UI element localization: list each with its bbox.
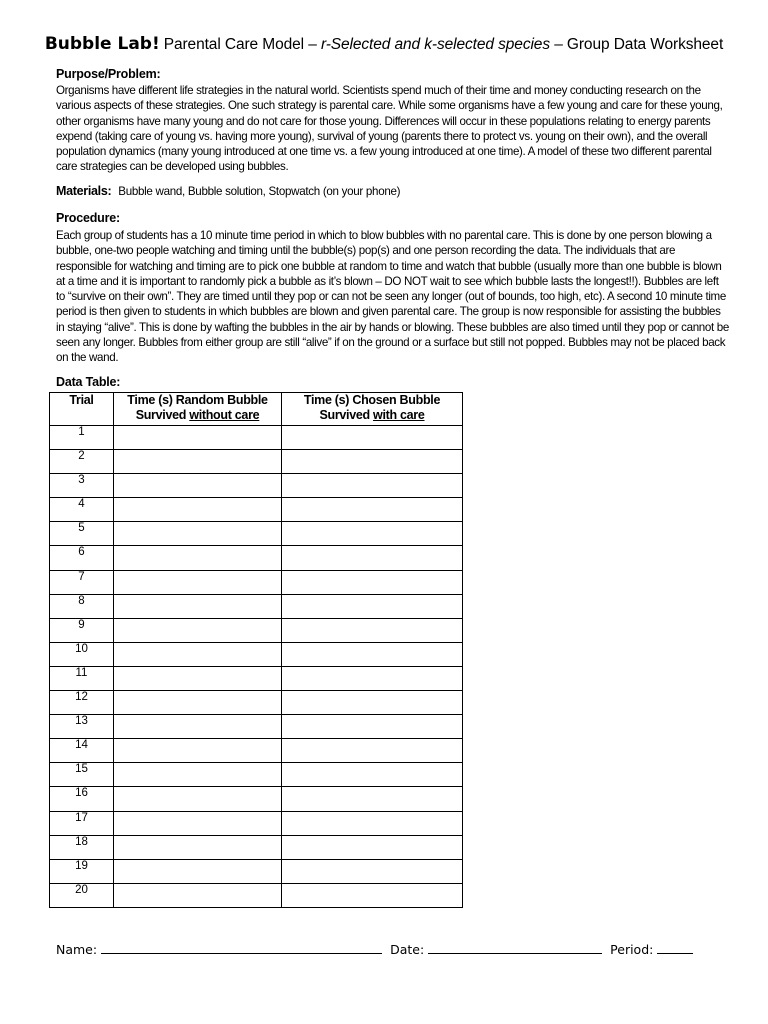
with-care-cell[interactable] bbox=[282, 883, 463, 907]
data-table bbox=[49, 392, 463, 908]
trial-number: 10 bbox=[50, 642, 114, 666]
without-care-cell[interactable] bbox=[114, 474, 282, 498]
materials-section bbox=[56, 184, 400, 198]
table-row bbox=[50, 570, 463, 594]
table-row bbox=[50, 691, 463, 715]
table-row bbox=[50, 426, 463, 450]
col-a-line1: Time (s) Random Bubble bbox=[127, 393, 268, 407]
with-care-cell[interactable] bbox=[282, 811, 463, 835]
without-care-cell[interactable] bbox=[114, 450, 282, 474]
without-care-cell[interactable] bbox=[114, 522, 282, 546]
date-field[interactable] bbox=[428, 940, 602, 954]
name-label: Name: bbox=[56, 942, 98, 957]
title-brand: Bubble Lab! bbox=[44, 34, 160, 54]
without-care-cell[interactable] bbox=[114, 594, 282, 618]
without-care-cell[interactable] bbox=[114, 739, 282, 763]
with-care-cell[interactable] bbox=[282, 546, 463, 570]
with-care-cell[interactable] bbox=[282, 570, 463, 594]
table-row bbox=[50, 594, 463, 618]
table-row bbox=[50, 715, 463, 739]
with-care-cell[interactable] bbox=[282, 594, 463, 618]
col-header-with-care bbox=[282, 393, 463, 426]
with-care-cell[interactable] bbox=[282, 787, 463, 811]
trial-number: 15 bbox=[50, 763, 114, 787]
trial-number: 11 bbox=[50, 666, 114, 690]
table-row bbox=[50, 474, 463, 498]
trial-number: 8 bbox=[50, 594, 114, 618]
with-care-cell[interactable] bbox=[282, 642, 463, 666]
without-care-cell[interactable] bbox=[114, 546, 282, 570]
table-body bbox=[50, 426, 463, 908]
col-b-line2-pre: Survived bbox=[319, 408, 374, 422]
date-label: Date: bbox=[390, 942, 425, 957]
without-care-cell[interactable] bbox=[114, 642, 282, 666]
table-row bbox=[50, 883, 463, 907]
name-field[interactable] bbox=[101, 940, 382, 954]
table-row bbox=[50, 642, 463, 666]
without-care-cell[interactable] bbox=[114, 835, 282, 859]
trial-number: 3 bbox=[50, 474, 114, 498]
subtitle-part2: – Group Data Worksheet bbox=[549, 36, 724, 53]
procedure-text: Each group of students has a 10 minute time period in which to blow bubbles with no parental care. This is done by one person blowing a bubble, one-two people watching and timing until the bubble(s) pop(s) and one person recording the data. The individuals that are responsible for watching and timing are to pick one bubble at random to time and watch that bubble (usually more than one bubble is blown at a time and it is important to randomly pick a bubble as it’s blown – DO NOT wait to see which bubble lasts the longest!!). Bubbles are left to “survive on their own”. They are timed until they pop or can not be seen any longer (out of bounds, too high, etc). A second 10 minute time period is then given to students in which bubbles are blown and given parental care. The group is now responsible for assisting the bubbles in staying “alive”. This is done by wafting the bubbles in the air by hands or blowing. These bubbles are also timed until they pop or cannot be seen any longer. Bubbles from either group are still “alive” if on the ground or a surface but still not popped. Bubbles may not be placed back on the wand. bbox=[56, 229, 729, 365]
trial-number: 5 bbox=[50, 522, 114, 546]
col-header-without-care bbox=[114, 393, 282, 426]
table-row bbox=[50, 739, 463, 763]
student-info-line bbox=[56, 940, 697, 957]
with-care-cell[interactable] bbox=[282, 450, 463, 474]
without-care-cell[interactable] bbox=[114, 859, 282, 883]
trial-number: 1 bbox=[50, 426, 114, 450]
with-care-cell[interactable] bbox=[282, 498, 463, 522]
table-row bbox=[50, 498, 463, 522]
without-care-cell[interactable] bbox=[114, 498, 282, 522]
col-b-line1: Time (s) Chosen Bubble bbox=[303, 393, 441, 407]
with-care-cell[interactable] bbox=[282, 474, 463, 498]
subtitle-part1: Parental Care Model – bbox=[163, 36, 321, 53]
trial-number: 16 bbox=[50, 787, 114, 811]
table-row bbox=[50, 546, 463, 570]
without-care-cell[interactable] bbox=[114, 787, 282, 811]
period-label: Period: bbox=[610, 942, 654, 957]
with-care-cell[interactable] bbox=[282, 715, 463, 739]
with-care-cell[interactable] bbox=[282, 691, 463, 715]
table-row bbox=[50, 835, 463, 859]
col-a-line2-underlined: without care bbox=[189, 408, 260, 422]
without-care-cell[interactable] bbox=[114, 715, 282, 739]
table-row bbox=[50, 859, 463, 883]
trial-number: 9 bbox=[50, 618, 114, 642]
without-care-cell[interactable] bbox=[114, 763, 282, 787]
trial-number: 4 bbox=[50, 498, 114, 522]
table-row bbox=[50, 787, 463, 811]
purpose-heading: Purpose/Problem: bbox=[56, 67, 161, 81]
trial-number: 20 bbox=[50, 883, 114, 907]
with-care-cell[interactable] bbox=[282, 739, 463, 763]
table-row bbox=[50, 618, 463, 642]
without-care-cell[interactable] bbox=[114, 811, 282, 835]
trial-number: 13 bbox=[50, 715, 114, 739]
with-care-cell[interactable] bbox=[282, 763, 463, 787]
subtitle-italic: r-Selected and k-selected species bbox=[320, 36, 550, 53]
table-row bbox=[50, 811, 463, 835]
with-care-cell[interactable] bbox=[282, 666, 463, 690]
title-subtitle bbox=[164, 36, 723, 53]
table-row bbox=[50, 450, 463, 474]
col-b-line2-underlined: with care bbox=[373, 408, 425, 422]
trial-number: 19 bbox=[50, 859, 114, 883]
with-care-cell[interactable] bbox=[282, 859, 463, 883]
without-care-cell[interactable] bbox=[114, 426, 282, 450]
trial-number: 14 bbox=[50, 739, 114, 763]
purpose-text: Organisms have different life strategies in the natural world. Scientists spend much of their time and money conducting research on the various aspects of these strategies. One such strategy is parental care. While some organisms have a few young and care for these young, other organisms have many young and do not care for those young. Differences will occur in these populations relating to energy parents expend (taking care of young vs. having more young), survival of young (parents there to protect vs. young on their own), and the overall population dynamics (many young introduced at one time vs. a few young introduced at one time). A model of these two different parental care strategies can be developed using bubbles. bbox=[56, 84, 723, 174]
table-row bbox=[50, 522, 463, 546]
without-care-cell[interactable] bbox=[114, 666, 282, 690]
without-care-cell[interactable] bbox=[114, 570, 282, 594]
col-a-line2-pre: Survived bbox=[135, 408, 190, 422]
trial-number: 12 bbox=[50, 691, 114, 715]
trial-number: 18 bbox=[50, 835, 114, 859]
col-header-trial: Trial bbox=[50, 393, 114, 426]
trial-number: 2 bbox=[50, 450, 114, 474]
with-care-cell[interactable] bbox=[282, 835, 463, 859]
without-care-cell[interactable] bbox=[114, 883, 282, 907]
with-care-cell[interactable] bbox=[282, 426, 463, 450]
period-field[interactable] bbox=[657, 940, 693, 954]
table-row bbox=[50, 666, 463, 690]
without-care-cell[interactable] bbox=[114, 618, 282, 642]
materials-text: Bubble wand, Bubble solution, Stopwatch (on your phone) bbox=[118, 185, 401, 198]
data-table-heading: Data Table: bbox=[56, 375, 121, 389]
table-row bbox=[50, 763, 463, 787]
trial-number: 7 bbox=[50, 570, 114, 594]
trial-number: 6 bbox=[50, 546, 114, 570]
with-care-cell[interactable] bbox=[282, 618, 463, 642]
materials-heading: Materials: bbox=[56, 184, 112, 198]
procedure-heading: Procedure: bbox=[56, 211, 120, 225]
table-header-row bbox=[50, 393, 463, 426]
trial-number: 17 bbox=[50, 811, 114, 835]
worksheet-title bbox=[0, 34, 768, 54]
without-care-cell[interactable] bbox=[114, 691, 282, 715]
with-care-cell[interactable] bbox=[282, 522, 463, 546]
